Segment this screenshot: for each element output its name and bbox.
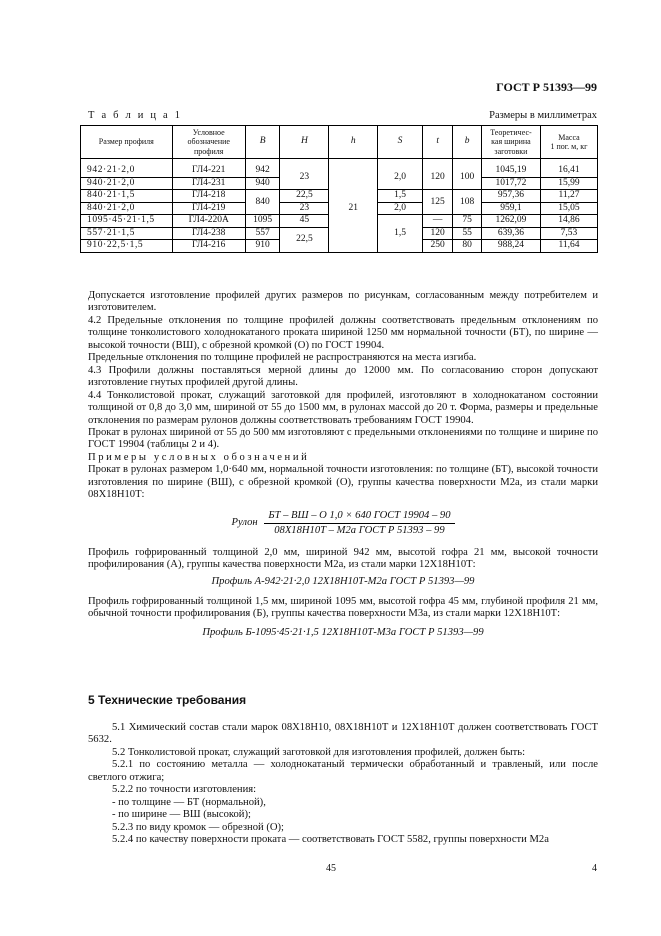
table-row: 557·21·1,5 ГЛ4-238 557 22,5 120 55 639,36 7,53 bbox=[81, 227, 598, 240]
document-code: ГОСТ Р 51393—99 bbox=[496, 80, 597, 94]
paragraph: Предельные отклонения по толщине профилей не распространяются на места изгиба. bbox=[88, 352, 477, 364]
paragraph: 4.2 Предельные отклонения по толщине профилей должны соответствовать предельным отклонениям по толщине тонколистового холоднокатаного проката шириной 1250 мм нормальной точности (БТ), по ширине — высокой точности (ВШ), с обрезной кромкой (О) по ГОСТ 19904. bbox=[88, 314, 598, 351]
col-mass: Масса 1 пог. м, кг bbox=[540, 126, 597, 159]
col-h: h bbox=[329, 126, 378, 159]
list-item: - по толщине — БТ (нормальной), bbox=[112, 796, 266, 808]
col-b: b bbox=[453, 126, 481, 159]
paragraph: 5.2.4 по качеству поверхности проката — соответствовать ГОСТ 5582, группы поверхности М2а bbox=[112, 834, 549, 846]
profile-dimensions-table bbox=[80, 125, 598, 253]
formula-roll: Рулон $\frac{\text{БТ – ВШ – О 1,0 × 640 ГОСТ 19904 – 90}}{\text{08Х18Н10Т – М2а ГОСТ Р 51393 – 99}}$ bbox=[88, 510, 598, 538]
table-row: 840·21·2,0 ГЛ4-219 23 2,0 959,1 15,05 bbox=[81, 202, 598, 215]
table-caption: Т а б л и ц а 1 bbox=[88, 110, 183, 121]
paragraph: 5.2.1 по состоянию металла — холоднокатаный термически обработанный и травленый, или после светлого отжига; bbox=[88, 759, 598, 783]
paragraph: Прокат в рулонах шириной от 55 до 500 мм изготовляют с предельными отклонениями по толщине и ширине по ГОСТ 19904 (таблицы 2 и 4). bbox=[88, 426, 598, 451]
paragraph: 5.2.3 по виду кромок — обрезной (О); bbox=[112, 821, 284, 833]
col-B: B bbox=[245, 126, 280, 159]
table-header-row bbox=[81, 126, 598, 159]
paragraph: 5.1 Химический состав стали марок 08Х18Н10, 08Х18Н10Т и 12Х18Н10Т должен соответствовать ГОСТ 5632. bbox=[88, 722, 598, 746]
col-S: S bbox=[378, 126, 423, 159]
col-H: H bbox=[280, 126, 329, 159]
paragraph: Прокат в рулонах размером 1,0·640 мм, нормальной точности изготовления: по толщине (БТ), высокой точности изготовления по ширине (ВШ), с обрезной кромкой (О), группы качества поверхности М2а, из стали марки 08Х18Н10Т: bbox=[88, 464, 598, 501]
col-width: Теоретичес- кая ширина заготовки bbox=[481, 126, 540, 159]
paragraph: 5.2 Тонколистовой прокат, служащий заготовкой для изготовления профилей, должен быть: bbox=[112, 746, 526, 758]
table-row: 1095·45·21·1,5 ГЛ4-220А 1095 45 1,5 — 75 1262,09 14,86 bbox=[81, 215, 598, 228]
col-t: t bbox=[422, 126, 453, 159]
col-size: Размер профиля bbox=[81, 126, 173, 159]
page-number: 45 bbox=[326, 863, 336, 874]
paragraph: 4.3 Профили должны поставляться мерной длины до 12000 мм. По согласованию сторон допускают изготовление гнутых профилей другой длины. bbox=[88, 364, 598, 389]
table-units: Размеры в миллиметрах bbox=[489, 110, 597, 121]
paragraph: 4.4 Тонколистовой прокат, служащий заготовкой для профилей, изготовляют в холоднокатаном состоянии толщиной от 0,8 до 3,0 мм, шириной от 55 до 1500 мм, в рулонах массой до 20 т. Форма, размеры и предельные отклонения по размерам рулонов должны соответствовать требованиям ГОСТ 19904. bbox=[88, 389, 598, 426]
sheet-number: 4 bbox=[592, 863, 597, 874]
formula-profile-b: Профиль Б-1095·45·21·1,5 12Х18Н10Т-М3а ГОСТ Р 51393—99 bbox=[202, 626, 484, 638]
formula-profile-a: Профиль А-942·21·2,0 12Х18Н10Т-М2а ГОСТ Р 51393—99 bbox=[211, 575, 475, 587]
paragraph: Допускается изготовление профилей других размеров по рисункам, согласованным между потребителем и изготовителем. bbox=[88, 290, 598, 314]
col-designation: Условное обозначение профиля bbox=[172, 126, 245, 159]
table-row: 910·22,5·1,5 ГЛ4-216 910 250 80 988,24 11,64 bbox=[81, 240, 598, 253]
table-row: 940·21·2,0 ГЛ4-231 940 1017,72 15,99 bbox=[81, 177, 598, 190]
paragraph: 5.2.2 по точности изготовления: bbox=[112, 784, 257, 796]
table-row: 942·21·2,0 ГЛ4-221 942 23 21 2,0 120 100 1045,19 16,41 bbox=[81, 159, 598, 178]
paragraph: Профиль гофрированный толщиной 1,5 мм, шириной 1095 мм, высотой гофра 45 мм, глубиной профиля 21 мм, обычной точности профилирования (Б), группы качества поверхности М3а, из стали марки 12Х18Н10Т: bbox=[88, 595, 598, 620]
paragraph: Профиль гофрированный толщиной 2,0 мм, шириной 942 мм, высотой гофра 21 мм, высокой точности профилирования (А), группы качества поверхности М2а, из стали марки 12Х18Н10Т: bbox=[88, 546, 598, 571]
examples-heading: Примеры условных обозначений bbox=[88, 451, 310, 463]
body-text bbox=[88, 290, 598, 639]
section-title: 5 Технические требования bbox=[88, 693, 247, 707]
section-text bbox=[88, 722, 598, 847]
table-row: 840·21·1,5 ГЛ4-218 840 22,5 1,5 125 108 957,36 11,27 bbox=[81, 190, 598, 203]
list-item: - по ширине — ВШ (высокой); bbox=[112, 809, 251, 821]
